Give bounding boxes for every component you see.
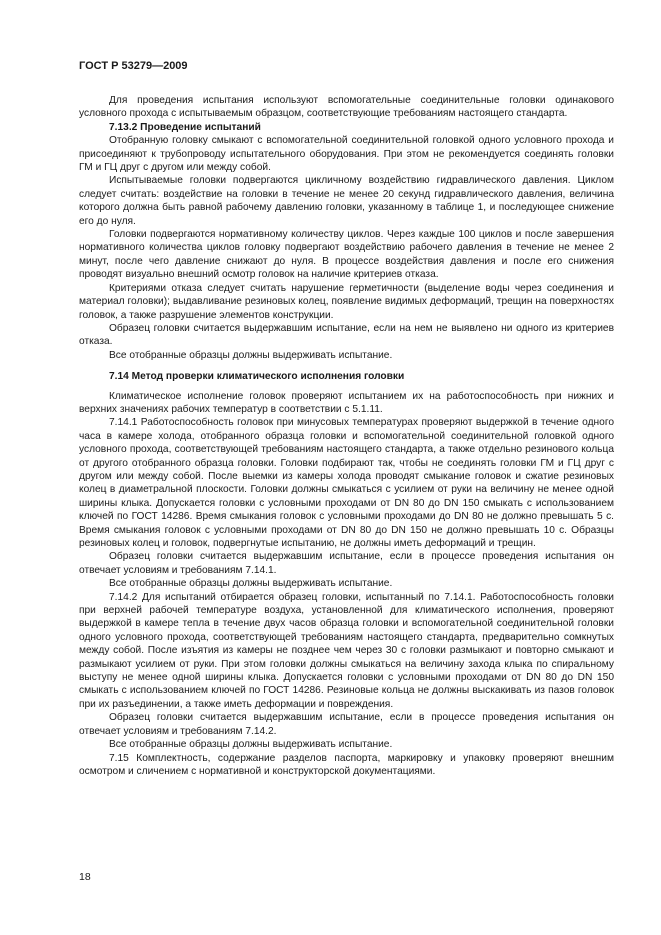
- paragraph: 7.14.2 Для испытаний отбирается образец головки, испытанный по 7.14.1. Работоспособность головки при верхней рабочей температуре воздуха, установленной для климатического исполнения, проверяют выдержкой в камере тепла в течение двух часов образца головки и вспомогательной соединительной головки одного условного прохода, соответствующей требованиям настоящего стандарта, предварительно сомкнутых между собой. После изъятия из камеры не позднее чем через 30 с головки размыкают и повторно смыкают и размыкают усилием от руки. При этом головки должны смыкаться на величину захода клыка по спиральному выступу не менее одной ширины клыка. Допускается головки с условными проходами от DN 80 до DN 150 смыкать с использованием ключей по ГОСТ 14286. Резиновые кольца не должны выскакивать из пазов головок при их разъединении, а также иметь деформации и повреждения.: [79, 591, 614, 710]
- paragraph: Головки подвергаются нормативному количеству циклов. Через каждые 100 циклов и после завершения нормативного количества циклов головку подвергают воздействию рабочего давления в течение не менее 2 минут, после чего давление снижают до нуля. В процессе воздействия давления и после его снижения проводят визуально внешний осмотр головок на наличие критериев отказа.: [79, 229, 614, 281]
- section-heading: 7.14 Метод проверки климатического исполнения головки: [109, 371, 405, 383]
- paragraph: Все отобранные образцы должны выдерживать испытание.: [109, 739, 393, 751]
- paragraph: Критериями отказа следует считать нарушение герметичности (выделение воды через соединения и материал головки); выдавливание резиновых колец, появление видимых деформаций, трещин на поверхностях головок, а также разрушение элементов конструкции.: [79, 282, 614, 321]
- paragraph: 7.15 Комплектность, содержание разделов паспорта, маркировку и упаковку проверяют внешним осмотром и сличением с нормативной и конструкторской документациями.: [79, 752, 614, 777]
- paragraph: Испытываемые головки подвергаются цикличному воздействию гидравлического давления. Циклом следует считать: воздействие на головки в течение не менее 20 секунд гидравлического давления, величина которого должна быть равной рабочему давлению головки, указанному в таблице 1, и последующее снижение его до нуля.: [79, 175, 614, 227]
- paragraph: Образец головки считается выдержавшим испытание, если в процессе проведения испытания он отвечает условиям и требованиям 7.14.2.: [79, 712, 614, 737]
- paragraph: Климатическое исполнение головок проверяют испытанием их на работоспособность при нижних и верхних значениях рабочих температур в соответствии с 5.1.11.: [79, 390, 614, 415]
- page-number: 18: [79, 871, 91, 883]
- document-header: ГОСТ Р 53279—2009: [79, 60, 188, 72]
- paragraph: Все отобранные образцы должны выдерживать испытание.: [109, 349, 393, 361]
- paragraph: Образец головки считается выдержавшим испытание, если на нем не выявлено ни одного из критериев отказа.: [79, 322, 614, 348]
- document-body: [79, 94, 614, 778]
- paragraph: Для проведения испытания используют вспомогательные соединительные головки одинакового условного прохода с испытываемым образцом, соответствующие требованиям настоящего стандарта.: [79, 95, 614, 120]
- paragraph: Отобранную головку смыкают с вспомогательной соединительной головкой одного условного прохода и присоединяют к трубопроводу испытательного оборудования. При этом не рекомендуется соединять головки ГМ и ГЦ друг с другом или между собой.: [79, 135, 614, 174]
- paragraph: Образец головки считается выдержавшим испытание, если в процессе проведения испытания он отвечает условиям и требованиям 7.14.1.: [79, 551, 614, 576]
- paragraph: 7.14.1 Работоспособность головок при минусовых температурах проверяют выдержкой в течение одного часа в камере холода, отобранного образца головки и вспомогательной соединительной головкой одного условного прохода, соответствующей требованиям настоящего стандарта, а также отдельно резинового кольца от другого отобранного образца головки. Головки подбирают так, чтобы не соединять головки ГМ и ГЦ друг с другом или между собой. После выемки из камеры холода проводят смыкание головок и сжатие резиновых колец в диаметральной плоскости. Головки должны смыкаться с усилием от руки на величину не менее одной ширины клыка. Допускается головки с условными проходами от DN 80 до DN 150 смыкать с использованием ключей по ГОСТ 14286. Время смыкания головок с условными проходами до DN 80 не должно превышать 5 с. Время смыкания головок с условными проходами от DN 80 до DN 150 не должно превышать 10 с. Образцы резиновых колец и головок, подвергнутые испытанию, не должны иметь деформаций и трещин.: [79, 417, 614, 549]
- paragraph: Все отобранные образцы должны выдерживать испытание.: [109, 578, 393, 590]
- subsection-heading: 7.13.2 Проведение испытаний: [109, 121, 261, 133]
